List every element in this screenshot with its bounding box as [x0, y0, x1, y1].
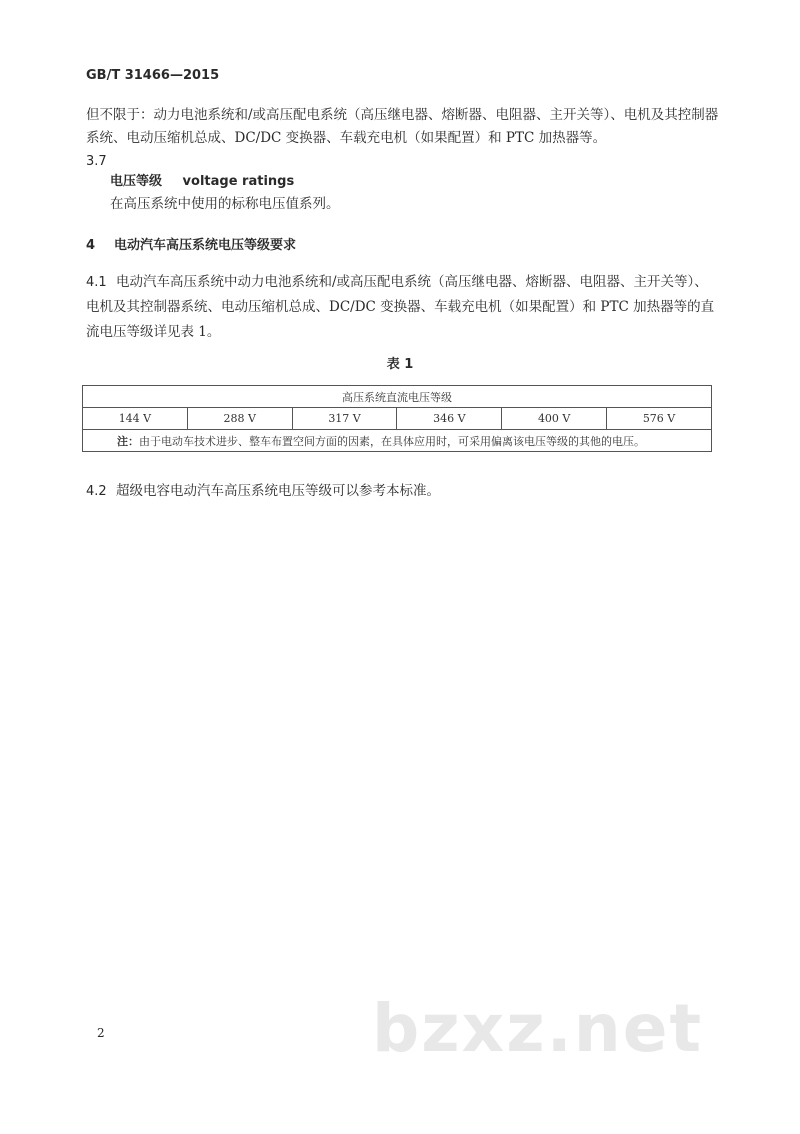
clause-4-1-line-2: 电机及其控制器系统、电动压缩机总成、DC/DC 变换器、车载充电机（如果配置）和 PTC 加热器等的直 — [86, 299, 715, 315]
clause-4-1-line-3: 流电压等级详见表 1。 — [86, 324, 221, 340]
table-header-row — [83, 386, 712, 408]
clause-text: 超级电容电动汽车高压系统电压等级可以参考本标准。 — [116, 483, 440, 499]
note-text: 由于电动车技术进步、整车布置空间方面的因素，在具体应用时，可采用偏离该电压等级的其他的电压。 — [139, 434, 645, 448]
term-definition: 在高压系统中使用的标称电压值系列。 — [110, 196, 340, 212]
voltage-rating-table — [82, 385, 712, 452]
voltage-cell: 317 V — [292, 408, 397, 430]
clause-number: 4.2 — [86, 484, 107, 499]
standard-code: GB/T 31466—2015 — [86, 68, 220, 83]
paragraph-continuation-line-1: 但不限于：动力电池系统和/或高压配电系统（高压继电器、熔断器、电阻器、主开关等）、电机及其控制器 — [86, 107, 719, 123]
table-header-cell: 高压系统直流电压等级 — [83, 386, 712, 408]
voltage-cell: 144 V — [83, 408, 188, 430]
section-number: 4 — [86, 238, 96, 253]
clause-4-1-line-1 — [86, 272, 726, 293]
clause-number: 4.1 — [86, 275, 107, 290]
table-caption: 表 1 — [386, 357, 414, 372]
voltage-cell: 400 V — [502, 408, 607, 430]
term-english: voltage ratings — [182, 174, 295, 189]
clause-4-2 — [86, 481, 440, 502]
paragraph-continuation-line-2: 系统、电动压缩机总成、DC/DC 变换器、车载充电机（如果配置）和 PTC 加热器等。 — [86, 130, 607, 146]
watermark: bzxz.net — [372, 990, 704, 1067]
term-heading — [110, 172, 294, 192]
section-number-3-7: 3.7 — [86, 154, 107, 169]
table-note-cell — [83, 430, 712, 452]
page-number: 2 — [97, 1026, 105, 1040]
table-note-row — [83, 430, 712, 452]
voltage-cell: 576 V — [607, 408, 712, 430]
section-4-heading — [86, 236, 296, 256]
clause-text: 电动汽车高压系统中动力电池系统和/或高压配电系统（高压继电器、熔断器、电阻器、主开关等）、 — [116, 274, 708, 290]
voltage-cell: 288 V — [187, 408, 292, 430]
table-row — [83, 408, 712, 430]
section-title: 电动汽车高压系统电压等级要求 — [114, 238, 297, 253]
voltage-cell: 346 V — [397, 408, 502, 430]
term-chinese: 电压等级 — [110, 174, 163, 189]
note-label: 注： — [117, 434, 139, 448]
